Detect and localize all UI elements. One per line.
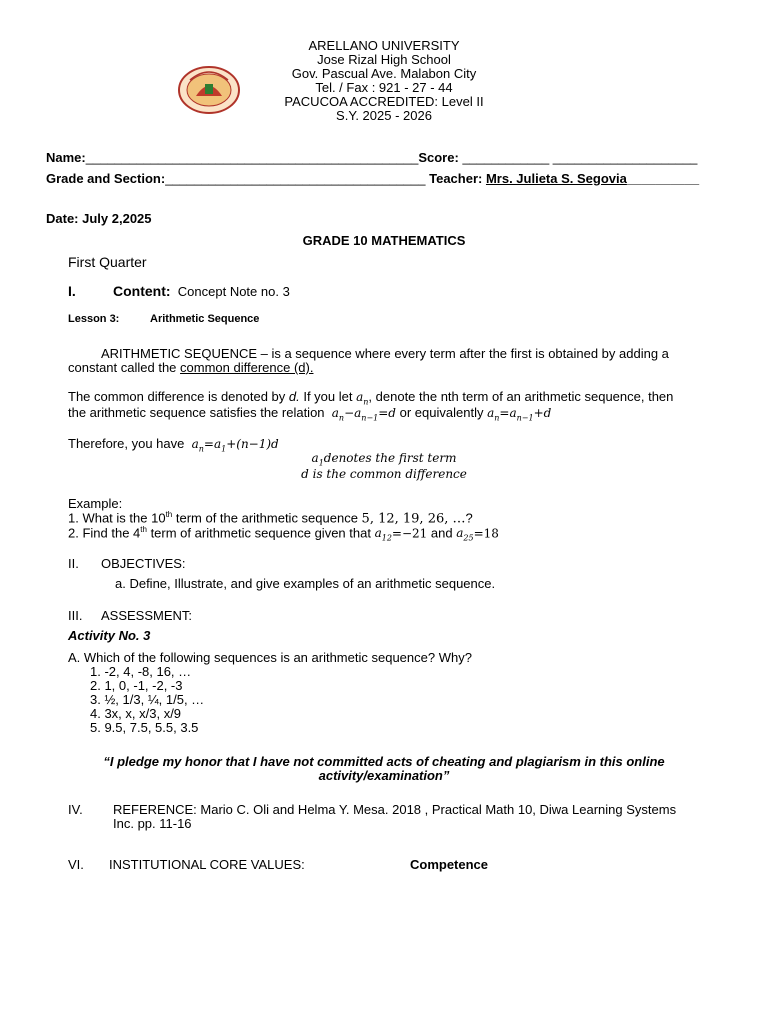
school-phone: Tel. / Fax : 921 - 27 - 44 — [315, 80, 453, 95]
example-item-1 — [68, 510, 473, 526]
name-field — [46, 150, 697, 165]
text: or equivalently — [399, 405, 484, 420]
text: denotes the first term — [323, 451, 457, 465]
numeral: II. — [68, 556, 79, 571]
quarter-label: First Quarter — [68, 254, 147, 270]
objectives-heading — [68, 556, 186, 571]
assessment-question: A. Which of the following sequences is an arithmetic sequence? Why? — [68, 650, 472, 665]
name-label: Name: — [46, 150, 86, 165]
text: term of arithmetic sequence given that — [146, 525, 375, 541]
lesson-line — [68, 313, 259, 325]
core-value: Competence — [410, 857, 489, 872]
common-difference-term: common difference (d). — [180, 360, 314, 375]
value: =18 — [473, 526, 499, 541]
assessment-item: 4. 3x, x, x/3, x/9 — [90, 706, 182, 721]
text: If you let — [299, 389, 357, 404]
common-diff-line2 — [68, 405, 551, 422]
assessment-item: 5. 9.5, 7.5, 5.5, 3.5 — [90, 720, 199, 735]
university-seal-logo — [178, 66, 240, 114]
example-item-2: 2. Find the 4th term of arithmetic sequence given that $a_{12}=-21$ and $a_{25}=18$ — [68, 525, 499, 543]
school-name: ARELLANO UNIVERSITY — [308, 38, 460, 53]
grade-line: ____________________________________ — [165, 171, 426, 186]
school-address: Gov. Pascual Ave. Malabon City — [291, 66, 477, 81]
content-value: Concept Note no. 3 — [177, 284, 290, 299]
formula-note-2: d is the common difference — [301, 467, 467, 481]
school-year: S.Y. 2025 - 2026 — [336, 108, 432, 123]
text: term of the arithmetic sequence — [172, 510, 362, 526]
lesson-title: Arithmetic Sequence — [150, 313, 260, 325]
relation-formula: $a_n-a_{n-1}=d$ — [331, 406, 396, 423]
accreditation: PACUCOA ACCREDITED: Level II — [284, 94, 484, 109]
score-label: Score: — [418, 150, 459, 165]
content-label: Content: — [113, 283, 171, 299]
honor-pledge-line2: activity/examination” — [318, 768, 450, 783]
value: =−21 — [391, 526, 428, 541]
numeral: III. — [68, 608, 83, 623]
sequence: 5, 12, 19, 26, … — [361, 511, 466, 527]
date-field: Date: July 2,2025 — [46, 211, 152, 226]
teacher-name: Mrs. Julieta S. Segovia — [485, 171, 627, 186]
grade-label: Grade and Section: — [46, 171, 166, 186]
formula-note-1: $a_1denotes$ the first term — [311, 451, 457, 468]
label: OBJECTIVES: — [101, 556, 186, 571]
lesson-label: Lesson 3: — [68, 313, 120, 325]
common-diff-line1 — [68, 389, 673, 406]
label: ASSESSMENT: — [101, 608, 193, 623]
text: 1. What is the 10 — [68, 510, 166, 526]
text: REFERENCE: Mario C. Oli and Helma Y. Mesa. 2018 , Practical Math 10, Diwa Learning Systems — [113, 802, 677, 817]
text: and — [427, 525, 457, 541]
numeral: IV. — [68, 802, 83, 817]
core-values — [68, 857, 488, 872]
assessment-item: 3. ½, 1/3, ¼, 1/5, … — [90, 692, 205, 707]
definition-line2 — [68, 360, 313, 375]
equivalent-formula: $a_n=a_{n-1}+d$ — [487, 406, 552, 423]
definition-text: constant called the — [68, 360, 181, 375]
content-section — [68, 283, 290, 299]
grade-section-field — [46, 171, 699, 186]
assessment-item: 2. 1, 0, -1, -2, -3 — [90, 678, 183, 693]
numeral: VI. — [68, 857, 84, 872]
assessment-heading — [68, 608, 192, 623]
d-symbol: d. — [288, 389, 300, 404]
reference-line1 — [68, 802, 676, 817]
text: The common difference is denoted by — [68, 389, 289, 404]
text: Therefore, you have — [68, 436, 185, 451]
nth-term-formula: $a_n=a_1+(n-1)d$ — [191, 437, 279, 454]
page-title: GRADE 10 MATHEMATICS — [302, 233, 466, 248]
objective-item: a. Define, Illustrate, and give examples of an arithmetic sequence. — [115, 576, 496, 591]
text: 2. Find the 4 — [68, 525, 141, 541]
assessment-item: 1. -2, 4, -8, 16, … — [90, 664, 192, 679]
score-line: ____________ ____________________ — [462, 150, 698, 165]
text: , denote the nth term of an arithmetic sequence, then — [368, 389, 674, 404]
an-symbol: $a_n$ — [356, 390, 369, 407]
definition-line1: ARITHMETIC SEQUENCE – is a sequence where every term after the first is obtained by adding a — [101, 346, 669, 361]
teacher-label: Teacher: — [429, 171, 483, 186]
name-line: ______________________________________________ — [85, 150, 419, 165]
school-branch: Jose Rizal High School — [317, 52, 451, 67]
text: the arithmetic sequence satisfies the relation — [68, 405, 325, 420]
teacher-line: __________ — [626, 171, 700, 186]
sup: th — [165, 510, 173, 519]
content-numeral: I. — [68, 283, 76, 299]
sup: th — [140, 525, 147, 534]
honor-pledge-line1: “I pledge my honor that I have not committed acts of cheating and plagiarism in this online — [103, 754, 665, 769]
text: ? — [465, 510, 473, 526]
label: INSTITUTIONAL CORE VALUES: — [109, 857, 305, 872]
activity-label: Activity No. 3 — [68, 628, 151, 643]
reference-line2: Inc. pp. 11-16 — [113, 816, 192, 831]
example-label: Example: — [68, 496, 123, 511]
